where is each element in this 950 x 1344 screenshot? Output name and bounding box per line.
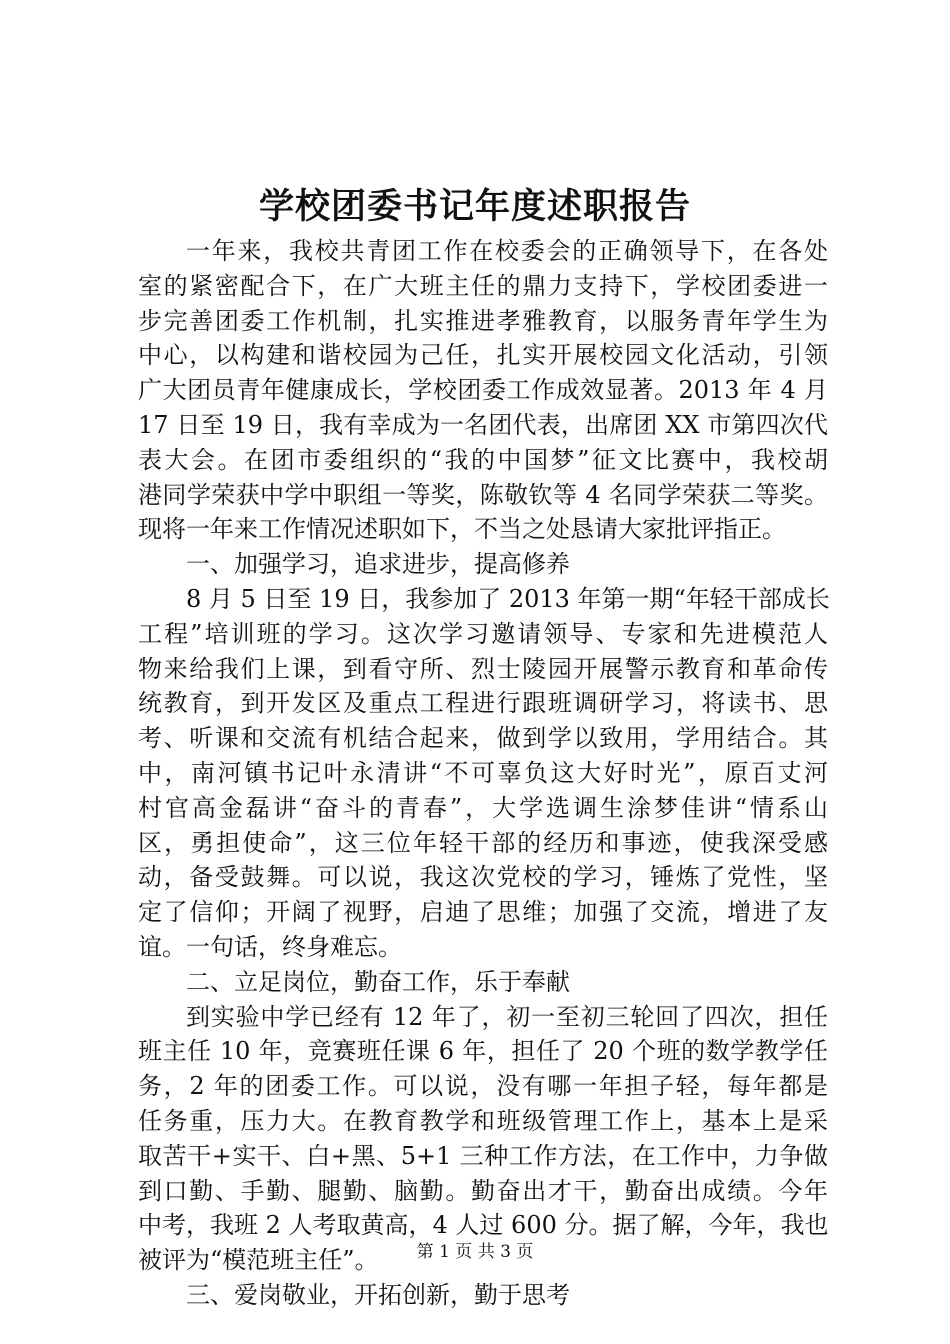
paragraph-line: 考、听课和交流有机结合起来，做到学以致用，学用结合。其 bbox=[138, 724, 828, 753]
paragraph-line: 统教育，到开发区及重点工程进行跟班调研学习，将读书、思 bbox=[138, 689, 828, 718]
paragraph-line: 被评为“模范班主任”。 bbox=[138, 1246, 379, 1275]
paragraph-line: 8 月 5 日至 19 日，我参加了 2013 年第一期“年轻干部成长 bbox=[186, 584, 830, 613]
paragraph-line: 中考，我班 2 人考取黄高，4 人过 600 分。据了解，今年，我也 bbox=[138, 1211, 829, 1240]
paragraph-line: 班主任 10 年，竞赛班任课 6 年，担任了 20 个班的数学教学任 bbox=[138, 1037, 828, 1066]
document-body bbox=[138, 234, 828, 1313]
section-heading: 三、爱岗敬业，开拓创新，勤于思考 bbox=[186, 1280, 570, 1309]
paragraph-line: 村官高金磊讲“奋斗的青春”，大学选调生涂梦佳讲“情系山 bbox=[138, 793, 828, 822]
paragraph-line: 现将一年来工作情况述职如下，不当之处恳请大家批评指正。 bbox=[138, 515, 786, 544]
paragraph-line: 步完善团委工作机制，扎实推进孝雅教育，以服务青年学生为 bbox=[138, 306, 828, 335]
paragraph-line: 任务重，压力大。在教育教学和班级管理工作上，基本上是采 bbox=[138, 1106, 828, 1135]
paragraph-line: 一年来，我校共青团工作在校委会的正确领导下，在各处 bbox=[186, 237, 828, 265]
paragraph-line: 工程”培训班的学习。这次学习邀请领导、专家和先进模范人 bbox=[138, 619, 828, 648]
paragraph-line: 室的紧密配合下，在广大班主任的鼎力支持下，学校团委进一 bbox=[138, 271, 828, 300]
paragraph-line: 取苦干+实干、白+黑、5+1 三种工作方法，在工作中，力争做 bbox=[138, 1141, 828, 1170]
paragraph-line: 谊。一句话，终身难忘。 bbox=[138, 932, 402, 961]
paragraph-line: 定了信仰；开阔了视野，启迪了思维；加强了交流，增进了友 bbox=[138, 898, 828, 927]
paragraph-line: 表大会。在团市委组织的“我的中国梦”征文比赛中，我校胡 bbox=[138, 445, 828, 474]
paragraph-line: 到口勤、手勤、腿勤、脑勤。勤奋出才干，勤奋出成绩。今年 bbox=[138, 1176, 828, 1205]
paragraph-line: 物来给我们上课，到看守所、烈士陵园开展警示教育和革命传 bbox=[138, 654, 828, 683]
paragraph-line: 中，南河镇书记叶永清讲“不可辜负这大好时光”，原百丈河 bbox=[138, 758, 828, 787]
section-heading: 二、立足岗位，勤奋工作，乐于奉献 bbox=[186, 967, 570, 996]
paragraph-line: 17 日至 19 日，我有幸成为一名团代表，出席团 XX 市第四次代 bbox=[138, 410, 828, 439]
paragraph-line: 务，2 年的团委工作。可以说，没有哪一年担子轻，每年都是 bbox=[138, 1072, 828, 1101]
page-footer: 第 1 页 共 3 页 bbox=[416, 1242, 534, 1262]
paragraph-line: 广大团员青年健康成长，学校团委工作成效显著。2013 年 4 月 bbox=[138, 376, 828, 405]
paragraph-line: 区，勇担使命”，这三位年轻干部的经历和事迹，使我深受感 bbox=[138, 828, 828, 857]
paragraph-line: 动，备受鼓舞。可以说，我这次党校的学习，锤炼了党性，坚 bbox=[138, 863, 828, 892]
document-title: 学校团委书记年度述职报告 bbox=[258, 186, 691, 227]
paragraph-line: 中心，以构建和谐校园为己任，扎实开展校园文化活动，引领 bbox=[138, 341, 828, 370]
paragraph-line: 港同学荣获中学中职组一等奖，陈敬钦等 4 名同学荣获二等奖。 bbox=[138, 480, 828, 509]
section-heading: 一、加强学习，追求进步，提高修养 bbox=[186, 550, 570, 579]
paragraph-line: 到实验中学已经有 12 年了，初一至初三轮回了四次，担任 bbox=[186, 1002, 828, 1031]
